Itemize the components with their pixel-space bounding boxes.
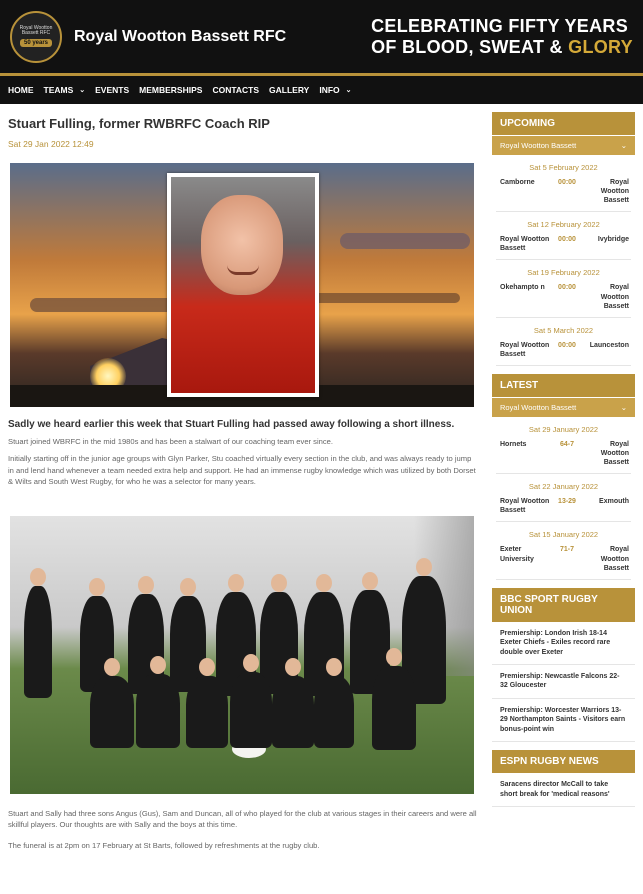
team-photo-figure (24, 586, 52, 698)
divider (496, 579, 631, 580)
fixture-score: 64-7 (559, 440, 574, 448)
away-team: Royal Wootton Bassett (600, 440, 629, 467)
team-photo (10, 516, 474, 794)
nav-label: TEAMS (43, 85, 74, 95)
team-photo-figure (90, 676, 134, 748)
nav-item-home[interactable] (8, 85, 34, 95)
upcoming-heading: UPCOMING (492, 112, 635, 135)
fixture-score: 00:00 (558, 179, 576, 186)
fixture-score: 00:00 (558, 236, 576, 244)
main-content (8, 112, 478, 862)
fixture-score: 00:00 (558, 284, 576, 292)
nav-label: MEMBERSHIPS (139, 85, 203, 95)
fixture-row[interactable] (492, 341, 635, 365)
fixture-date: Sat 22 January 2022 (528, 482, 599, 492)
nav-item-info[interactable] (319, 85, 351, 95)
news-link[interactable]: Premiership: Worcester Warriors 13-29 Northampton Saints - Visitors earn bonus-point win (492, 699, 635, 742)
away-team: Exmouth (599, 498, 629, 506)
bbc-heading: BBC SPORT RUGBY UNION (492, 588, 635, 622)
divider (496, 521, 631, 522)
away-team: Royal Wootton Bassett (600, 179, 629, 205)
nav-label: HOME (8, 85, 34, 95)
nav-label: CONTACTS (212, 85, 260, 95)
latest-heading: LATEST (492, 374, 635, 397)
upcoming-widget (492, 112, 635, 366)
home-team: Camborne (500, 179, 535, 186)
article-paragraph: The funeral is at 2pm on 17 February at St Barts, followed by refreshments at the rugby club. (8, 841, 320, 851)
fixture-date: Sat 5 March 2022 (533, 325, 594, 335)
fixture-row[interactable] (492, 440, 635, 473)
team-photo-figure (314, 676, 354, 748)
news-link[interactable]: Premiership: London Irish 18-14 Exeter Chiefs - Exiles record rare double over Exeter (492, 622, 635, 665)
divider (496, 259, 631, 260)
fixture-score: 71-7 (559, 546, 574, 554)
tagline-line1: CELEBRATING FIFTY YEARS (371, 16, 629, 37)
chevron-down-icon: ⌄ (345, 87, 352, 94)
logo-text: Royal Wootton Bassett RFC (19, 24, 53, 37)
team-photo-figure (272, 676, 314, 748)
fixture-row[interactable] (492, 235, 635, 259)
team-photo-figure (372, 666, 416, 750)
chevron-down-icon: ⌄ (620, 141, 627, 150)
portrait-photo (167, 173, 319, 397)
hero-image (10, 163, 474, 407)
tagline-line2-a: OF BLOOD, SWEAT & (371, 36, 569, 57)
home-team: Exeter University (500, 546, 534, 563)
site-header (0, 0, 643, 76)
article-paragraph: Stuart joined WBRFC in the mid 1980s and has been a stalwart of our coaching team ever since. (8, 437, 334, 446)
home-team: Okehampto n (500, 284, 545, 292)
divider (496, 365, 631, 366)
sidebar (492, 112, 635, 862)
bbc-list (492, 622, 635, 743)
fixture-score: 00:00 (558, 341, 576, 349)
home-team: Hornets (500, 440, 527, 448)
nav-item-memberships[interactable] (139, 85, 202, 95)
nav-label: EVENTS (95, 85, 130, 95)
hero-cloud (310, 293, 460, 303)
latest-team-value: Royal Wootton Bassett (500, 402, 577, 412)
club-logo[interactable] (10, 11, 62, 63)
team-photo-figure (186, 676, 228, 748)
fixture-score: 13-29 (558, 498, 576, 506)
portrait-face (201, 195, 283, 295)
article-paragraph: Stuart and Sally had three sons Angus (Gus), Sam and Duncan, all of who played for the club at various stages in their careers and were all skillful players. Our thoughts are with Sally and the boys at this time. (8, 808, 477, 829)
fixture-row[interactable] (492, 497, 635, 521)
upcoming-team-value: Royal Wootton Bassett (500, 141, 577, 150)
fixture-date: Sat 19 February 2022 (527, 268, 600, 278)
news-link[interactable]: Saracens director McCall to take short break for 'medical reasons' (492, 773, 635, 807)
home-team: Royal Wootton Bassett (500, 341, 550, 358)
fixture-row[interactable] (492, 283, 635, 316)
nav-item-gallery[interactable] (269, 85, 309, 95)
nav-item-events[interactable] (95, 85, 129, 95)
news-link[interactable]: Premiership: Newcastle Falcons 22-32 Gloucester (492, 665, 635, 699)
fixture-date: Sat 5 February 2022 (529, 163, 598, 172)
article-title: Stuart Fulling, former RWBRFC Coach RIP (8, 116, 270, 131)
chevron-down-icon: ⌄ (620, 402, 627, 412)
away-team: Ivybridge (597, 236, 629, 244)
tagline-line2 (371, 37, 633, 57)
divider (496, 211, 631, 212)
espn-list (492, 773, 635, 807)
latest-widget (492, 374, 635, 580)
nav-item-contacts[interactable] (212, 85, 259, 95)
hero-cloud (340, 233, 470, 249)
nav-label: GALLERY (269, 85, 310, 95)
main-nav (0, 76, 643, 104)
away-team: Launceston (589, 341, 629, 349)
article-paragraph: Initially starting off in the junior age groups with Glyn Parker, Stu coached virtually every section in the club, and was always ready to jump in and lend hand whenever a team needed extra help and support. He had an immense rugby knowledge which was utilized by both Dorset & Wilts and South West Rugby, for who he was a selector for many years. (8, 454, 476, 487)
fixture-date: Sat 15 January 2022 (528, 530, 599, 540)
away-team: Royal Wootton Bassett (600, 284, 629, 310)
page-body (0, 104, 643, 862)
article-date: Sat 29 Jan 2022 12:49 (8, 139, 94, 149)
nav-item-teams[interactable] (44, 85, 86, 95)
tagline-glory: GLORY (568, 36, 633, 57)
logo-badge: 50 years (20, 39, 52, 48)
hero-cloud (30, 298, 190, 312)
team-photo-figure (230, 672, 272, 748)
home-team: Royal Wootton Bassett (500, 498, 550, 515)
espn-heading: ESPN RUGBY NEWS (492, 750, 635, 773)
team-photo-figure (136, 674, 180, 748)
latest-list (492, 425, 635, 580)
upcoming-team-select[interactable] (492, 136, 635, 155)
home-team: Royal Wootton Bassett (500, 236, 550, 253)
upcoming-list (492, 163, 635, 366)
latest-team-select[interactable] (492, 398, 635, 417)
fixture-row[interactable] (492, 178, 635, 211)
fixture-date: Sat 12 February 2022 (527, 220, 600, 230)
nav-label: INFO (319, 85, 340, 95)
portrait-smile (227, 265, 259, 275)
bbc-widget (492, 588, 635, 743)
tagline (371, 16, 633, 56)
divider (496, 317, 631, 318)
divider (496, 473, 631, 474)
fixture-row[interactable] (492, 545, 635, 578)
espn-widget (492, 750, 635, 807)
brand[interactable] (10, 11, 286, 63)
away-team: Royal Wootton Bassett (600, 546, 629, 572)
fixture-date: Sat 29 January 2022 (528, 424, 599, 434)
chevron-down-icon: ⌄ (79, 87, 86, 94)
article-lede: Sadly we heard earlier this week that Stuart Fulling had passed away following a short illness. (8, 419, 455, 430)
club-name[interactable]: Royal Wootton Bassett RFC (74, 27, 287, 45)
